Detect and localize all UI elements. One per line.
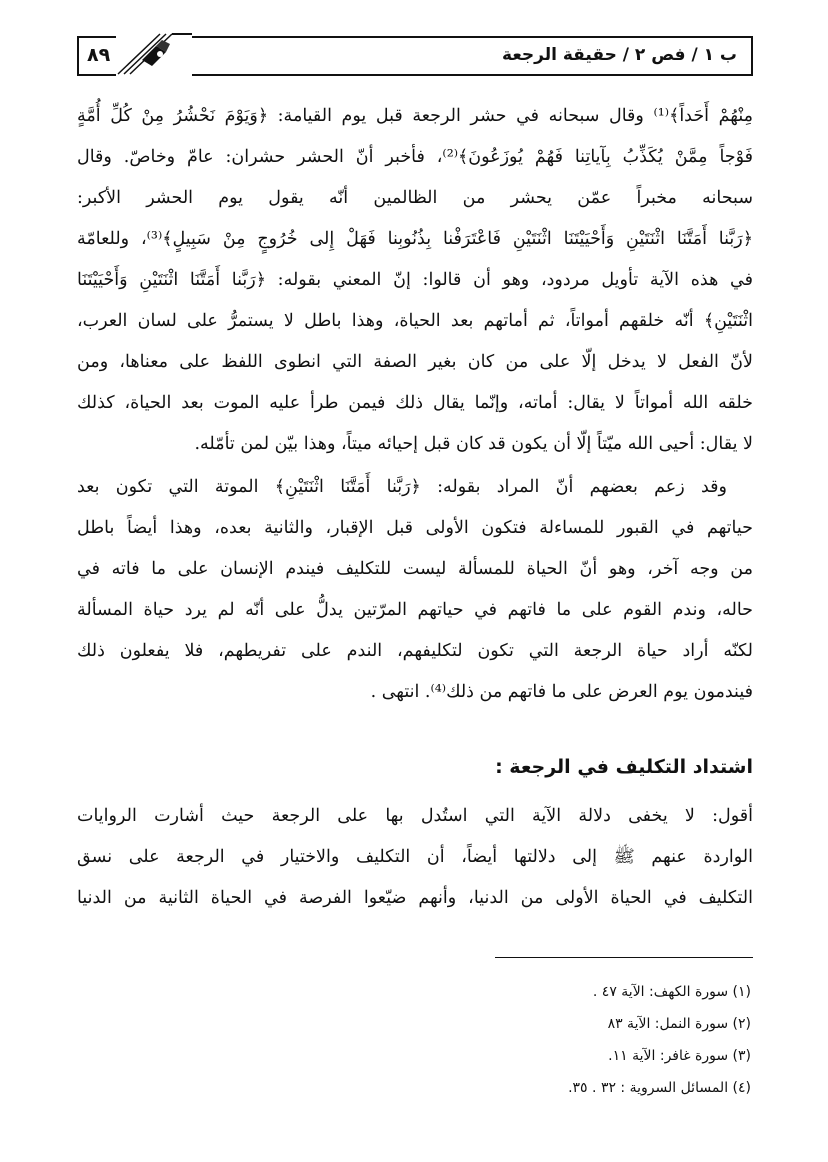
text-line: فَوْجاً مِمَّنْ يُكَذِّبُ بِآياتِنا فَهُمْ يُوزَعُونَ﴾⁽²⁾، فأخبر أنّ الحشر حشران: عامّ وخاصّ. وقال: [77, 147, 753, 167]
text-line: خلقه الله أمواتاً لا يقال: أماته، وإنّما يقال ذلك فيمن طرأ عليه الموت بعد الحياة، كذلك: [77, 393, 753, 413]
text-line: لكنّه أراد حياة الرجعة التي تكون لتكليفهم، الندم على تفريطهم، فلا يفعلون ذلك: [77, 641, 753, 661]
text-line: وقد زعم بعضهم أنّ المراد بقوله: ﴿رَبَّنا أَمَتَّنَا اثْنَتَيْنِ﴾ الموتة التي تكون بعد: [77, 477, 727, 497]
text-line: مِنْهُمْ أَحَداً﴾⁽¹⁾ وقال سبحانه في حشر الرجعة قبل يوم القيامة: ﴿وَيَوْمَ نَحْشُرُ مِنْ كُلِّ أُمَّةٍ: [77, 106, 753, 126]
text-line: حاله، وندم القوم على ما فاتهم في حياتهم المرّتين يدلُّ على أنّه لم يرد حياة المسألة: [77, 600, 753, 620]
text-line: أقول: لا يخفى دلالة الآية التي استُدل بها على الرجعة حيث أشارت الروايات: [77, 806, 753, 826]
text-line: سبحانه مخبراً عمّن يحشر من الظالمين أنّه يقول يوم الحشر الأكبر:: [77, 188, 753, 208]
text-line: التكليف في الحياة الأولى من الدنيا، وأنهم ضيّعوا الفرصة في الحياة الثانية من الدنيا: [77, 888, 753, 908]
header-ornament-icon: [116, 30, 192, 76]
running-title: ب ١ / فص ٢ / حقيقة الرجعة: [502, 45, 737, 65]
footnote: (٢) سورة النمل: الآية ٨٣: [607, 1016, 751, 1032]
footnote: (١) سورة الكهف: الآية ٤٧ .: [592, 984, 751, 1000]
footnote-separator: [495, 957, 753, 958]
section-heading: اشتداد التكليف في الرجعة :: [495, 756, 753, 778]
text-line: لا يقال: أحيى الله ميّتاً إلّا أن يكون قد كان قبل إحيائه ميتاً، وهذا بيّن لمن تأمّله.: [194, 434, 753, 454]
text-line: لأنّ الفعل لا يدخل إلّا على من كان بغير الصفة التي انطوى اللفظ على معناها، ومن: [77, 352, 753, 372]
text-line: الواردة عنهم ﷺ إلى دلالتها أيضاً، أن التكليف والاختيار في الرجعة على نسق: [77, 847, 753, 867]
page-number: ٨٩: [87, 44, 111, 66]
text-line: ﴿رَبَّنا أَمَتَّنَا اثْنَتَيْنِ وَأَحْيَيْتَنَا اثْنَتَيْنِ فَاعْتَرَفْنا بِذُنُوبِنا فَهَلْ إِلى خُرُوجٍ مِنْ سَبِيلٍ﴾⁽³⁾، وللعامّة: [77, 229, 753, 249]
text-line: حياتهم في القبور للمساءلة فتكون الأولى قبل الإقبار، والثانية بعده، وهذا أيضاً باطل: [77, 518, 753, 538]
text-line: في هذه الآية تأويل مردود، وهو أن قالوا: إنّ المعني بقوله: ﴿رَبَّنا أَمَتَّنَا اثْنَتَيْنِ وَأَحْيَيْتَنَا: [77, 270, 753, 290]
text-line: فيندمون يوم العرض على ما فاتهم من ذلك⁽⁴⁾. انتهى .: [370, 682, 753, 702]
footnote: (٣) سورة غافر: الآية ١١.: [608, 1048, 751, 1064]
text-line: اثْنَتَيْنِ﴾ أنّه خلقهم أمواتاً، ثم أماتهم بعد الحياة، وهذا باطل لا يستمرُّ على لسان العرب،: [77, 311, 753, 331]
text-line: من وجه آخر، وهو أنّ الحياة للمسألة ليست للتكليف فيندم الإنسان على ما فاته في: [77, 559, 753, 579]
footnote: (٤) المسائل السروية : ٣٢ . ٣٥.: [568, 1080, 751, 1096]
